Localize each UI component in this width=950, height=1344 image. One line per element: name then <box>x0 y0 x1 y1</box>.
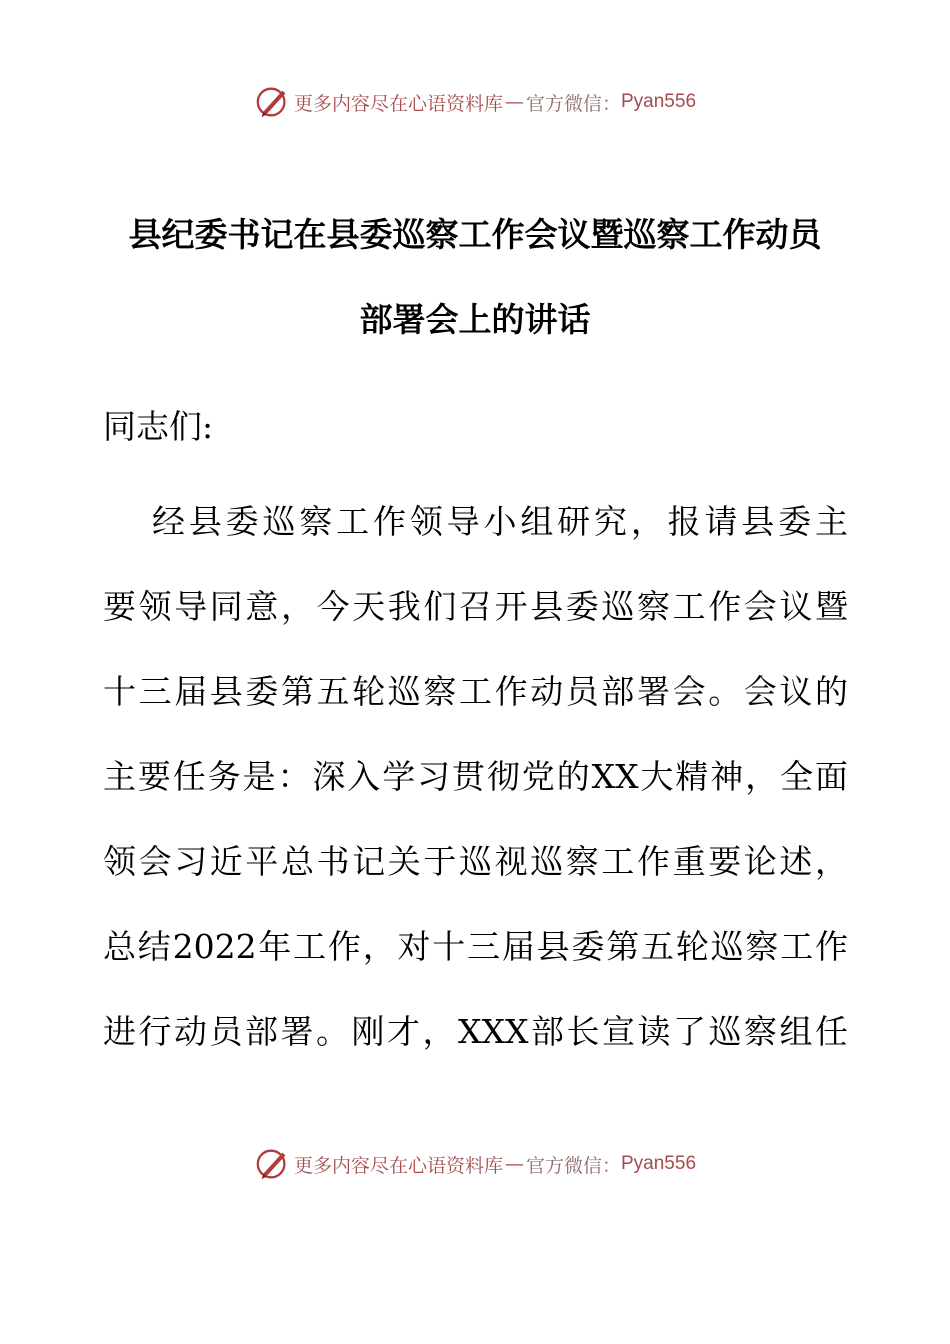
paragraph-line: 总结2022年工作，对十三届县委第五轮巡察工作 <box>103 927 848 966</box>
pen-logo-icon <box>254 83 292 121</box>
banner-wechat-label: 官方微信： <box>525 1154 621 1177</box>
banner-content <box>254 83 696 121</box>
banner-wechat-id: Pyan556 <box>621 91 697 112</box>
salutation: 同志们: <box>103 407 214 446</box>
banner-content <box>254 1145 696 1183</box>
banner-wechat-id: Pyan556 <box>621 1153 697 1174</box>
banner-separator: — <box>504 91 524 113</box>
document-title-line-2: 部署会上的讲话 <box>359 300 591 339</box>
paragraph-line: 要领导同意，今天我们召开县委巡察工作会议暨 <box>103 587 848 626</box>
paragraph-line: 主要任务是：深入学习贯彻党的XX大精神，全面 <box>103 757 848 796</box>
banner-text: 更多内容尽在心语资料库 <box>293 92 503 115</box>
paragraph-line: 经县委巡察工作领导小组研究，报请县委主 <box>152 502 848 541</box>
header-watermark-banner <box>0 82 950 122</box>
paragraph-line: 进行动员部署。刚才，XXX部长宣读了巡察组任 <box>103 1012 848 1051</box>
pen-logo-icon <box>254 1145 292 1183</box>
banner-separator: — <box>504 1153 524 1175</box>
document-title-line-1: 县纪委书记在县委巡察工作会议暨巡察工作动员 <box>128 215 822 254</box>
footer-watermark-banner <box>0 1144 950 1184</box>
paragraph-line: 领会习近平总书记关于巡视巡察工作重要论述， <box>103 842 848 881</box>
paragraph-line: 十三届县委第五轮巡察工作动员部署会。会议的 <box>103 672 848 711</box>
banner-text: 更多内容尽在心语资料库 <box>293 1154 503 1177</box>
banner-wechat-label: 官方微信： <box>525 92 621 115</box>
